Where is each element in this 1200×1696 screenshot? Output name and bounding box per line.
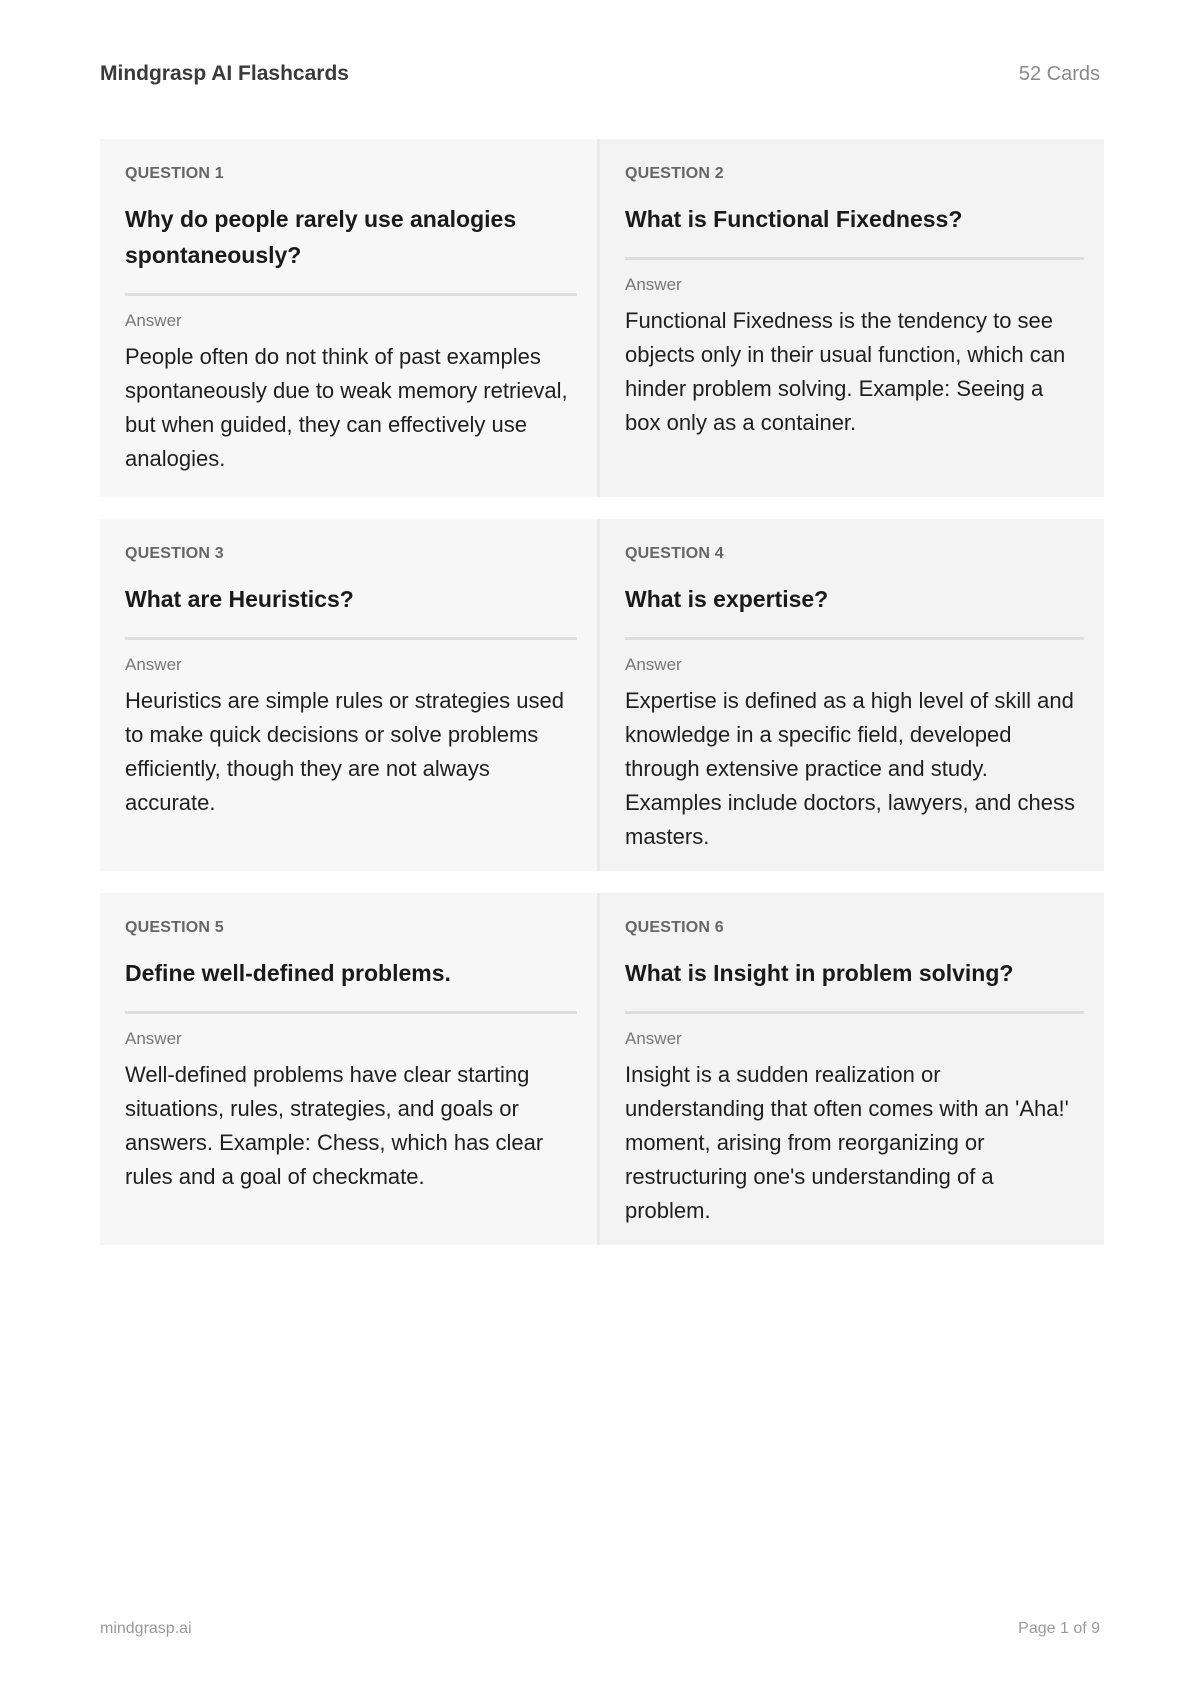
answer-label: Answer: [125, 311, 182, 330]
card-row: [100, 893, 1104, 1245]
flashcard-4: [600, 519, 1104, 871]
card-row: [100, 139, 1104, 497]
flashcard-grid: [100, 139, 1104, 1267]
answer-label: Answer: [125, 655, 182, 674]
question-text: What is expertise?: [625, 586, 829, 612]
page-footer: [100, 1620, 1100, 1638]
footer-site: mindgrasp.ai: [100, 1620, 192, 1637]
question-text: What are Heuristics?: [125, 586, 354, 612]
flashcard-6: [600, 893, 1104, 1245]
question-text: What is Functional Fixedness?: [625, 206, 963, 232]
flashcard-1: [100, 139, 600, 497]
card-divider: [625, 257, 1084, 260]
answer-label: Answer: [625, 1029, 682, 1048]
question-text: Define well-defined problems.: [125, 960, 451, 986]
card-divider: [625, 637, 1084, 640]
page-number: Page 1 of 9: [1018, 1620, 1100, 1637]
flashcard-2: [600, 139, 1104, 497]
brand-title: Mindgrasp AI Flashcards: [100, 62, 349, 85]
card-divider: [125, 637, 577, 640]
answer-text: Insight is a sudden realization or understanding that often comes with an 'Aha!' moment, arising from reorganizing or restructuring one's understanding of a problem.: [625, 1062, 1069, 1223]
question-text: What is Insight in problem solving?: [625, 960, 1014, 986]
answer-label: Answer: [625, 275, 682, 294]
question-label: QUESTION 2: [625, 165, 724, 182]
answer-text: Heuristics are simple rules or strategies used to make quick decisions or solve problems efficiently, though they are not always accurate.: [125, 688, 564, 815]
question-label: QUESTION 1: [125, 165, 224, 182]
card-divider: [625, 1011, 1084, 1014]
flashcard-3: [100, 519, 600, 871]
answer-text: Expertise is defined as a high level of skill and knowledge in a specific field, developed through extensive practice and study. Examples include doctors, lawyers, and chess masters.: [625, 688, 1075, 849]
card-divider: [125, 1011, 577, 1014]
question-label: QUESTION 5: [125, 919, 224, 936]
question-label: QUESTION 4: [625, 545, 724, 562]
answer-text: Well-defined problems have clear starting situations, rules, strategies, and goals or answers. Example: Chess, which has clear rules and a goal of checkmate.: [125, 1062, 544, 1189]
card-divider: [125, 293, 577, 296]
card-row: [100, 519, 1104, 871]
question-label: QUESTION 3: [125, 545, 224, 562]
answer-label: Answer: [625, 655, 682, 674]
page-header: [100, 58, 1100, 90]
answer-text: People often do not think of past examples spontaneously due to weak memory retrieval, but when guided, they can effectively use analogies.: [125, 344, 568, 471]
card-count: 52 Cards: [1018, 62, 1100, 85]
flashcard-5: [100, 893, 600, 1245]
answer-label: Answer: [125, 1029, 182, 1048]
question-label: QUESTION 6: [625, 919, 724, 936]
answer-text: Functional Fixedness is the tendency to see objects only in their usual function, which can hinder problem solving. Example: Seeing a box only as a container.: [625, 308, 1066, 435]
question-text: Why do people rarely use analogies spontaneously?: [125, 206, 517, 268]
